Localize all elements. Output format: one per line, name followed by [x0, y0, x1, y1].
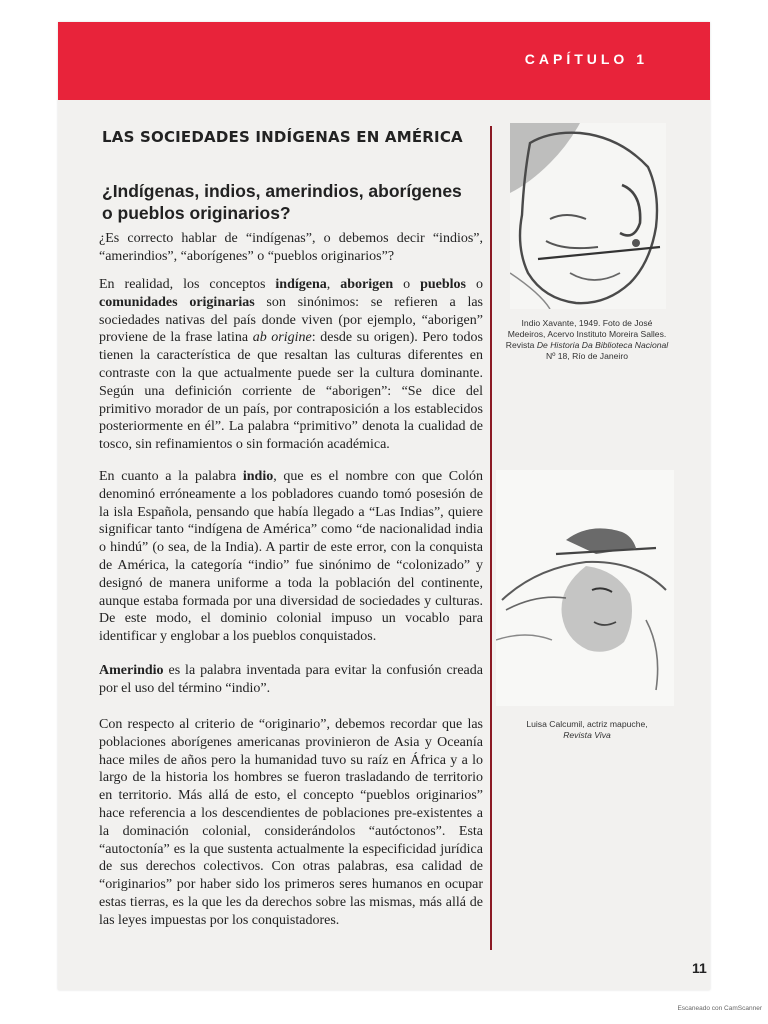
term-amerindio: Amerindio [99, 663, 164, 678]
scanner-watermark: Escaneado con CamScanner [677, 1005, 762, 1012]
main-heading: ¿Indígenas, indios, amerindios, aborígenes o pueblos originarios? [102, 181, 462, 223]
paragraph-originario: Con respecto al criterio de “originario”, debemos recordar que las poblaciones aborígenes americanas provinieron de Asia y Oceanía hace miles de años pero la humanidad tuvo su raíz en África y a lo largo de la historia los hombres se fueron trasladando de territorio en territorio. Más allá de esto, el concepto “pueblos originarios” hace referencia a los descendientes de poblaciones pre-existentes a la dominación colonial, considerándolos “autóctonos”. Esta “autoctonía” es la que sustenta actualmente la especificidad jurídica de sus derechos colectivos. Con otras palabras, esa calidad de “originarios” por haber sido los primeros seres humanos en ocupar estas tierras, es la que les da derechos sobre las mismas, más allá de las leyes impuestas por los conquistadores. [99, 717, 483, 928]
photo-luisa-calcumil [496, 470, 674, 706]
vertical-divider [490, 126, 492, 950]
latin-phrase: ab origine [252, 330, 312, 346]
paragraph-text: es la palabra inventada para evitar la confusión creada por el uso del término “indio”. [99, 663, 483, 696]
photo-indio-xavante [510, 123, 666, 309]
chapter-label: CAPÍTULO 1 [524, 51, 648, 67]
paragraph-definitions [99, 276, 483, 454]
paragraph-text: En realidad, los conceptos [99, 277, 276, 292]
term-indigena: indígena [275, 277, 327, 292]
portrait-sketch-calcumil [496, 470, 674, 706]
caption-text: Indio Xavante, 1949. Foto de José Medeiros, Acervo Instituto Moreira Salles. Revista [505, 318, 667, 350]
book-page [58, 22, 710, 990]
intro-question: ¿Es correcto hablar de “indígenas”, o debemos decir “indios”, “amerindios”, “aborígenes” o “pueblos originarios”? [99, 231, 483, 264]
paragraph-amerindio [99, 662, 483, 698]
paragraph-text: : desde su origen). Pero todos tienen la característica de que resaltan las culturas diferentes en contraste con la que actualmente puede ser la cultura dominante. Según una definición corriente de “aborigen”: “Se dice del primitivo morador de un país, por contraposición a los establecidos posteriormente en él”. La palabra “primitivo” denota la cualidad de tosco, sin refinamientos o sin formación académica. [99, 330, 483, 453]
portrait-sketch-xavante [510, 123, 666, 309]
term-comunidades-originarias: comunidades originarias [99, 294, 255, 310]
paragraph-indio [99, 468, 483, 646]
chapter-banner [58, 22, 710, 100]
section-title: LAS SOCIEDADES INDÍGENAS EN AMÉRICA [102, 128, 463, 146]
term-indio: indio [242, 469, 274, 484]
caption-publication: De Historia Da Biblioteca Nacional [536, 340, 669, 350]
caption-indio-xavante [504, 318, 670, 362]
paragraph-text: En cuanto a la palabra [99, 469, 243, 484]
paragraph-text: o [393, 277, 421, 292]
term-aborigen: aborigen [340, 277, 394, 292]
caption-text: Nº 18, Río de Janeiro [546, 351, 628, 361]
caption-publication: Revista Viva [563, 730, 611, 740]
caption-text: Luisa Calcumil, actriz mapuche, [526, 719, 648, 729]
paragraph-text: o [466, 277, 483, 292]
page-number: 11 [692, 960, 707, 976]
paragraph-text: son sinónimos: se refieren a las sociedades nativas del país donde viven (por ejemplo, “aborigen” proviene de la frase latina [99, 294, 483, 346]
caption-luisa-calcumil [504, 719, 670, 741]
term-pueblos: pueblos [420, 277, 467, 292]
paragraph-text: , [326, 277, 341, 292]
paragraph-text: , que es el nombre con que Colón denominó erróneamente a los pobladores cuando tomó posesión de la isla Española, pensando que había llegado a “Las Indias”, quiere significar tanto “indígena de América” como “de nacionalidad india o hindú” (o sea, de la India). A partir de este error, con la conquista de América, la categoría “indio” fue sinónimo de “colonizado” y designó de manera uniforme a toda la población del continente, aunque estaba formada por una diversidad de sociedades y culturas. De este modo, el dominio colonial impuso un vocablo para identificar y englobar a los pueblos conquistados. [99, 469, 483, 645]
